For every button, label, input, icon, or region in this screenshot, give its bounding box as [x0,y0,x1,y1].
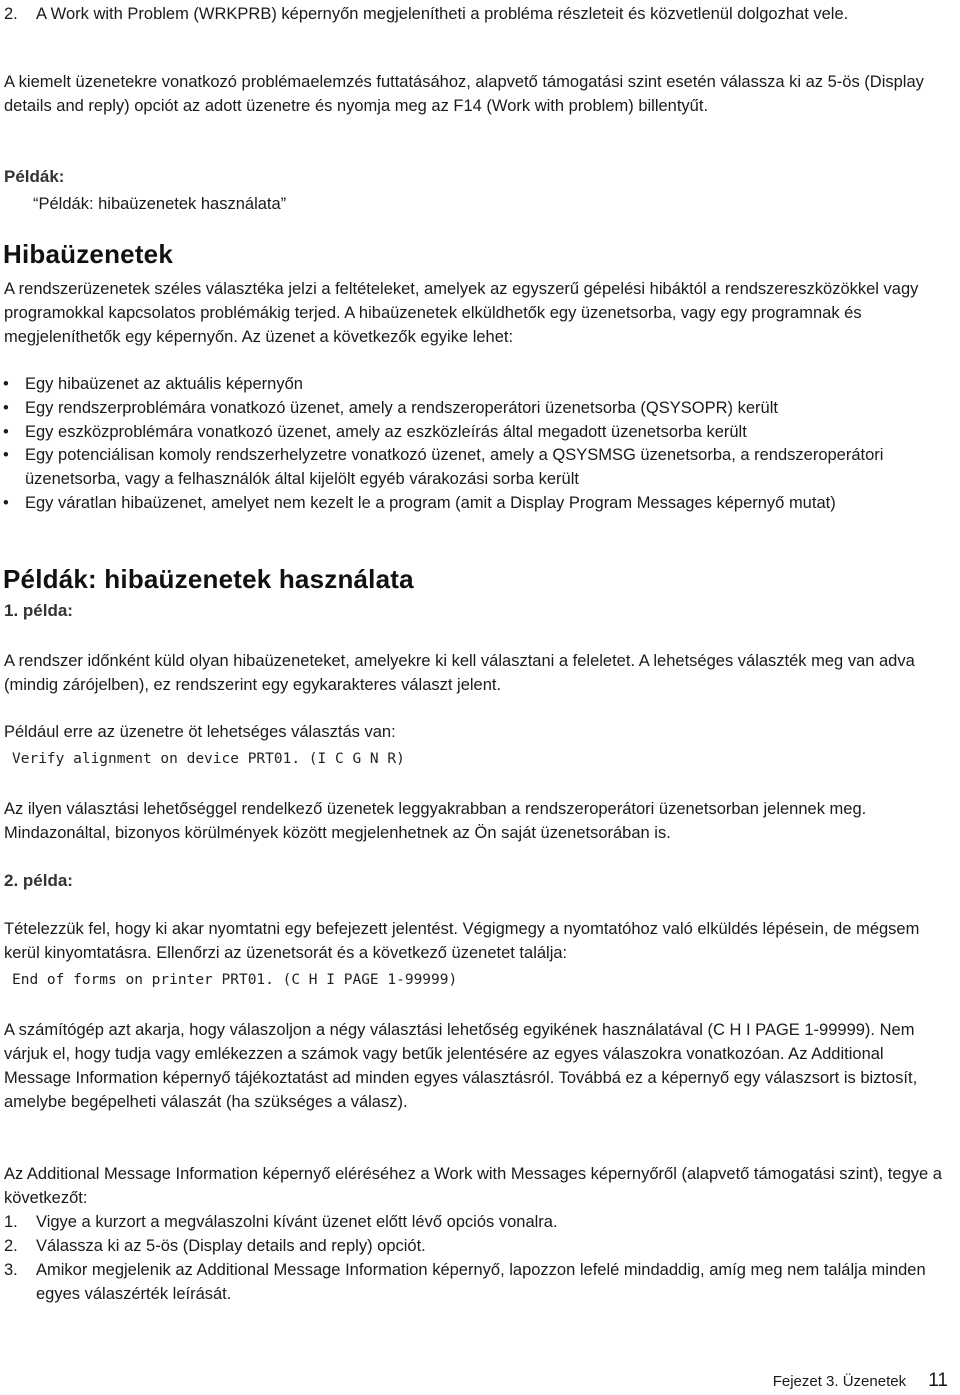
example-2-paragraph-3: Az Additional Message Information képernyő eléréséhez a Work with Messages képernyőről (alapvető támogatási szint), tegye a következőt: [4,1165,942,1207]
page-number: 11 [928,1370,948,1391]
hibauzenetek-paragraph: A rendszerüzenetek széles választéka jelzi a feltételeket, amelyek az egyszerű gépelési hibáktól a rendszereszközökkel vagy programokkal kapcsolatos problémákig terjed. A hibaüzenetek elküldhetők egy üzenetsorba, vagy egy programnak és megjeleníthetők egy képernyőn. Az üzenet a következők egyike lehet: [4,280,919,346]
list-item-text: Egy hibaüzenet az aktuális képernyőn [25,375,303,393]
list-item-text: Egy eszközproblémára vonatkozó üzenet, amely az eszközleírás által megadott üzenetsorba került [25,422,747,441]
example-2-paragraph-1: Tételezzük fel, hogy ki akar nyomtatni egy befejezett jelentést. Végigmegy a nyomtatóhoz való elküldés lépésein, de mégsem kerül kinyomtatásra. Ellenőrzi az üzenetsorát és a következő üzenetet találja: [4,920,920,962]
intro-step-2 [0,2,960,26]
list-item [0,1234,945,1258]
step-number: 2. [4,1237,18,1255]
bullet-marker: • [3,446,9,465]
step-number: 1. [4,1213,18,1231]
step-number: 2. [4,5,18,23]
step-text: Amikor megjelenik az Additional Message Information képernyő, lapozzon lefelé mindaddig, amíg meg nem találja minden egyes válaszérték leírását. [36,1261,926,1303]
list-item [0,421,950,445]
steps-list [0,1210,945,1306]
list-item [0,1258,945,1306]
example-1-label: 1. példa: [4,601,73,620]
example-1-paragraph-3: Az ilyen választási lehetőséggel rendelkező üzenetek leggyakrabban a rendszeroperátori üzenetsorban jelennek meg. Mindazonáltal, bizonyos körülmények között megjelenhetnek az Ön saját üzenetsorában is. [4,800,867,842]
list-item-text: Egy váratlan hibaüzenet, amelyet nem kezelt le a program (amit a Display Program Messages képernyő mutat) [25,493,836,512]
step-text: Vigye a kurzort a megválaszolni kívánt üzenet előtt lévő opciós vonalra. [36,1213,558,1231]
example-2-label: 2. példa: [4,871,73,890]
chapter-title: Fejezet 3. Üzenetek [772,1373,907,1390]
example-1-paragraph-1: A rendszer időnként küld olyan hibaüzeneteket, amelyekre ki kell választani a feleletet. A lehetséges választék meg van adva (mindig zárójelben), ez rendszerint egy egykarakteres választ jelent. [4,652,915,694]
message-types-list [0,373,950,516]
list-item [0,444,950,492]
bullet-marker: • [3,493,9,512]
list-item-text: Egy rendszerproblémára vonatkozó üzenet, amely a rendszeroperátori üzenetsorba (QSYSOPR) került [25,398,778,417]
list-item [0,397,950,421]
section-heading-hibauzenetek: Hibaüzenetek [3,239,174,269]
step-text: Válassza ki az 5-ös (Display details and reply) opciót. [36,1237,426,1255]
intro-paragraph: A kiemelt üzenetekre vonatkozó problémaelemzés futtatásához, alapvető támogatási szint esetén válassza ki az 5-ös (Display details and reply) opciót az adott üzenetre és nyomja meg az F14 (Work with problem) billentyűt. [4,73,924,115]
step-number: 3. [4,1261,18,1279]
example-1-paragraph-2: Például erre az üzenetre öt lehetséges választás van: [4,723,396,741]
section-heading-peldak: Példák: hibaüzenetek használata [3,564,414,594]
list-item-text: Egy potenciálisan komoly rendszerhelyzetre vonatkozó üzenet, amely a QSYSMSG üzenetsorba, a rendszeroperátori üzenetsorba, vagy a felhasználók által kijelölt egyéb várakozási sorba került [25,446,884,489]
bullet-marker: • [3,375,9,393]
examples-label: Példák: [4,167,65,186]
example-1-code: Verify alignment on device PRT01. (I C G N R) [12,751,405,767]
list-item [0,1210,945,1234]
list-item [0,492,950,516]
page-footer [773,1370,948,1392]
step-text: A Work with Problem (WRKPRB) képernyőn megjelenítheti a probléma részleteit és közvetlenül dolgozhat vele. [36,5,849,23]
list-item [0,373,950,397]
example-2-paragraph-2: A számítógép azt akarja, hogy válaszoljon a négy választási lehetőség egyikének használatával (C H I PAGE 1-99999). Nem várjuk el, hogy tudja vagy emlékezzen a számok vagy betűk jelentésére az egyes válaszokra vonatkozóan. Az Additional Message Information képernyő tájékoztatást ad minden egyes választásról. Továbbá ez a képernyő egy válaszsort is biztosít, amelybe begépelheti válaszát (ha szükséges a válasz). [4,1021,918,1111]
bullet-marker: • [3,422,9,441]
bullet-marker: • [3,398,9,417]
examples-link[interactable]: “Példák: hibaüzenetek használata” [33,195,287,213]
example-2-code: End of forms on printer PRT01. (C H I PAGE 1-99999) [12,972,458,988]
